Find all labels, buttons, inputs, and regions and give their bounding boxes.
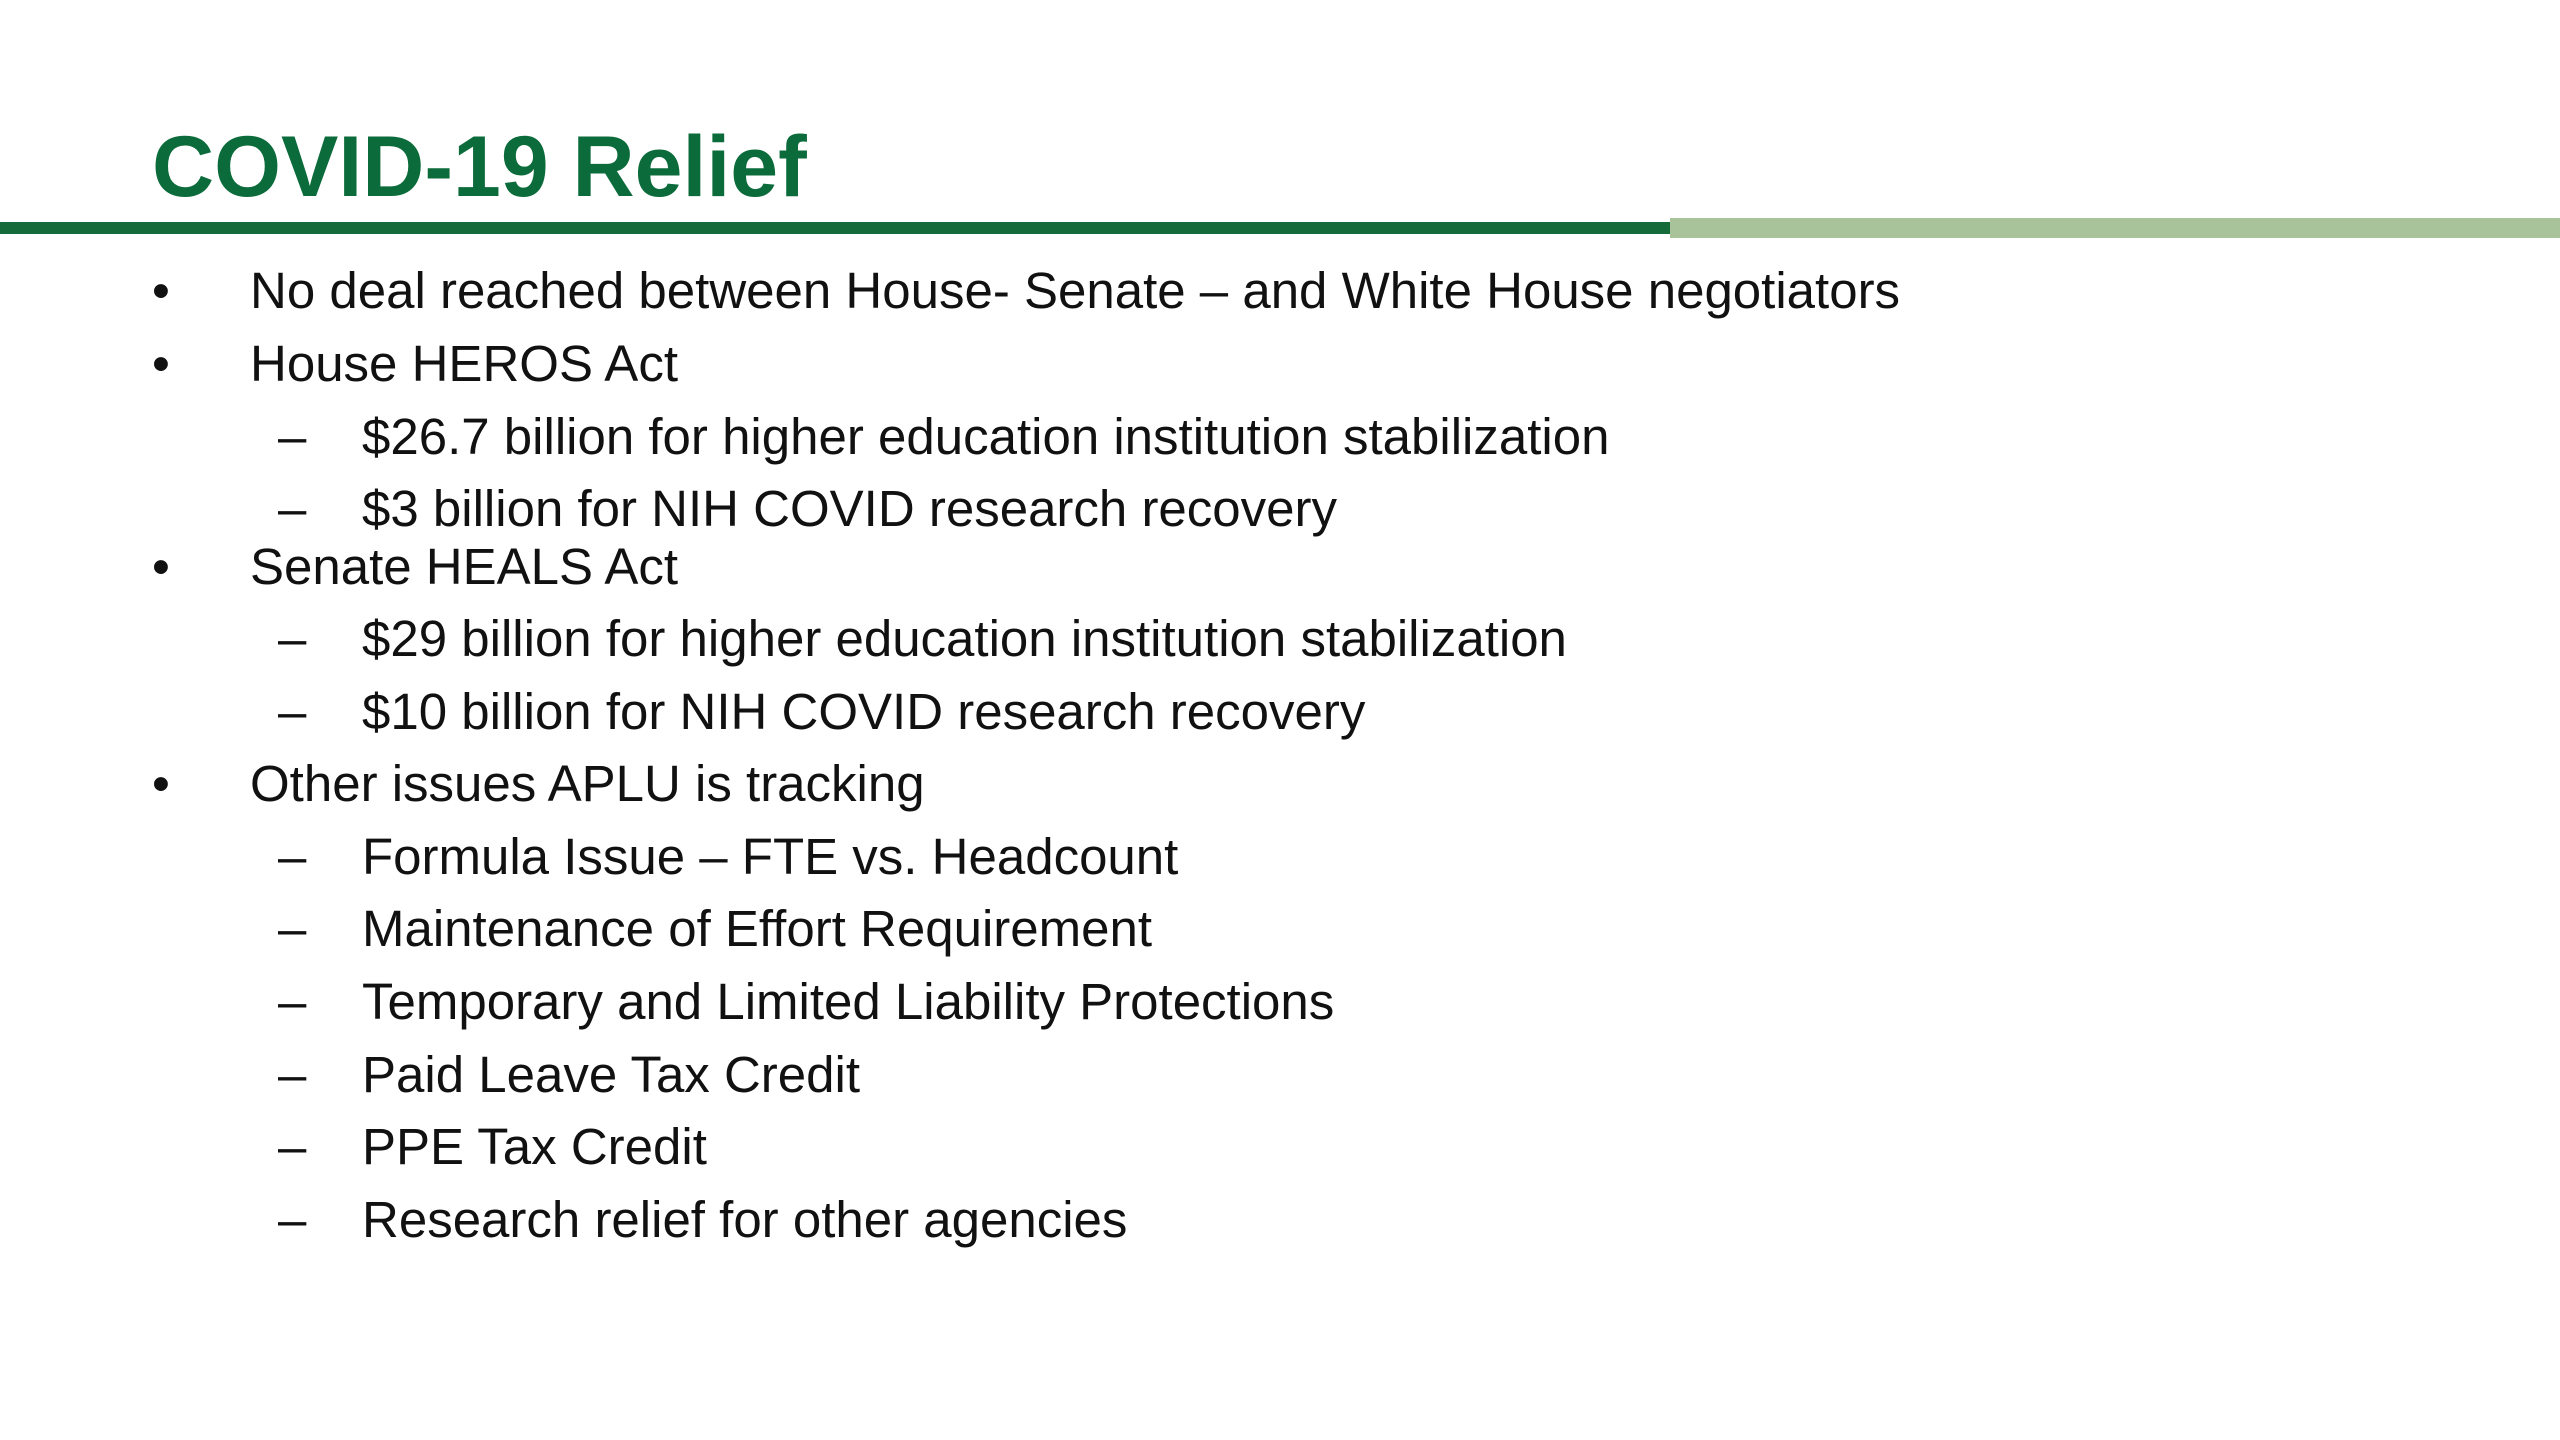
sub-bullet-text: Formula Issue – FTE vs. Headcount — [362, 828, 1179, 885]
slide-title: COVID-19 Relief — [152, 119, 807, 215]
bullet-text: Senate HEALS Act — [250, 538, 679, 595]
bullet-text: No deal reached between House- Senate – and White House negotiators — [250, 262, 1901, 319]
dash-marker: – — [278, 1118, 307, 1175]
bullet-marker: • — [152, 335, 170, 392]
dash-marker: – — [278, 900, 307, 957]
dash-marker: – — [278, 828, 307, 885]
dash-marker: – — [278, 1046, 307, 1103]
sub-bullet-text: $29 billion for higher education institution stabilization — [362, 610, 1567, 667]
sub-bullet-text: Paid Leave Tax Credit — [362, 1046, 861, 1103]
bullet-marker: • — [152, 755, 170, 812]
sub-bullet-text: $10 billion for NIH COVID research recovery — [362, 683, 1366, 740]
sub-bullet-text: $3 billion for NIH COVID research recovery — [362, 480, 1338, 537]
sub-bullet-text: PPE Tax Credit — [362, 1118, 707, 1175]
bullet-text: Other issues APLU is tracking — [250, 755, 925, 812]
bullet-marker: • — [152, 538, 170, 595]
sub-bullet-text: Research relief for other agencies — [362, 1191, 1128, 1248]
sub-bullet-text: Temporary and Limited Liability Protections — [362, 973, 1335, 1030]
sub-bullet-text: Maintenance of Effort Requirement — [362, 900, 1153, 957]
dash-marker: – — [278, 973, 307, 1030]
dash-marker: – — [278, 1191, 307, 1248]
bullet-marker: • — [152, 262, 170, 319]
dash-marker: – — [278, 610, 307, 667]
dash-marker: – — [278, 683, 307, 740]
dash-marker: – — [278, 480, 307, 537]
dash-marker: – — [278, 408, 307, 465]
bullet-text: House HEROS Act — [250, 335, 678, 392]
sub-bullet-text: $26.7 billion for higher education institution stabilization — [362, 408, 1610, 465]
